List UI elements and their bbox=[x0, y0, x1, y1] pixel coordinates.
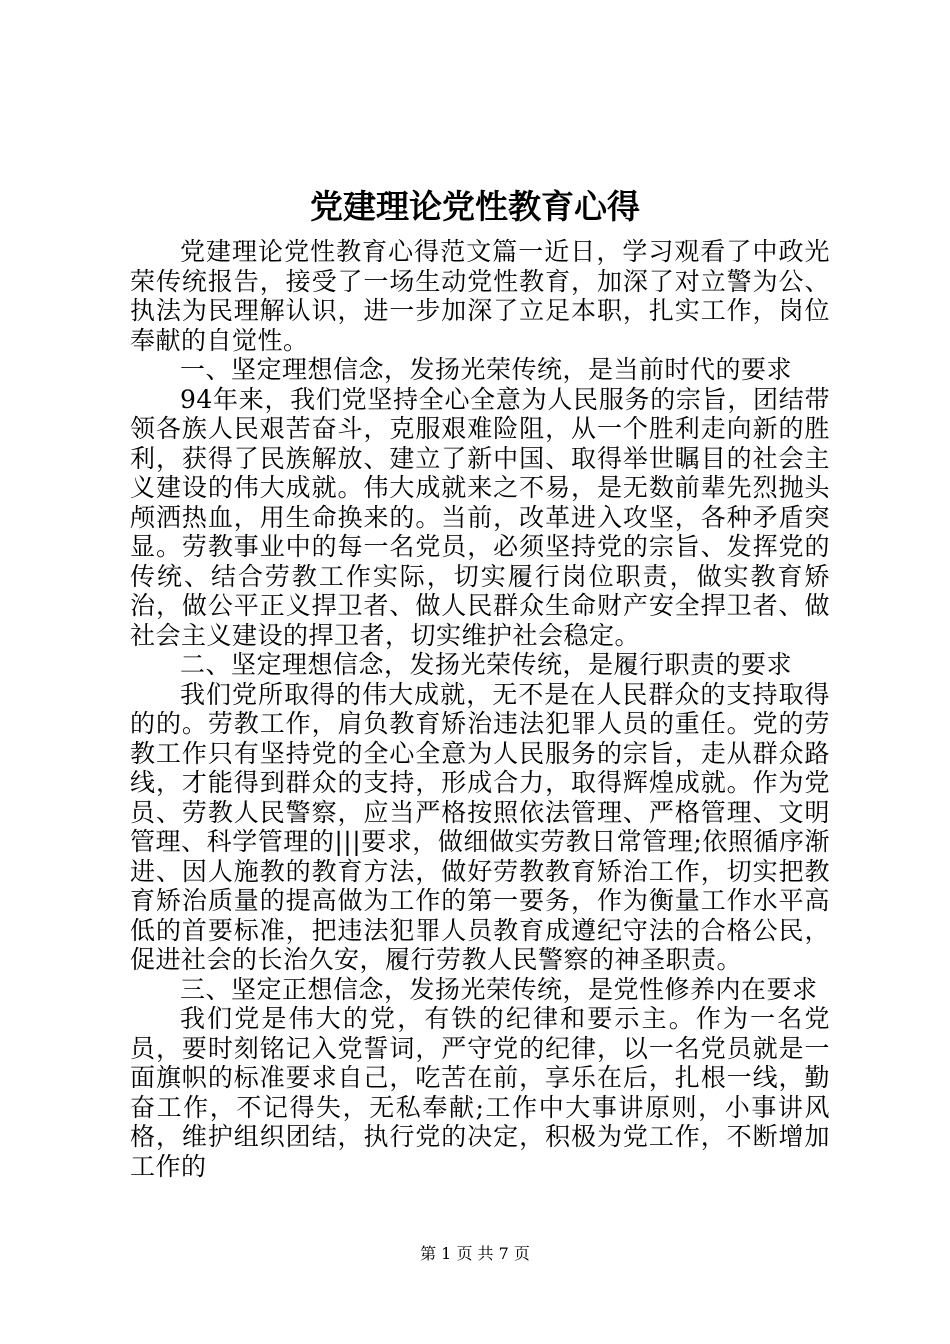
section-heading-3: 三、坚定正想信念，发扬光荣传统，是党性修养内在要求 bbox=[180, 974, 818, 1004]
paragraph-intro: 党建理论党性教育心得范文篇一近日，学习观看了中政光荣传统报告，接受了一场生动党性教育，加深了对立警为公、执法为民理解认识，进一步加深了立足本职，扎实工作，岗位奉献的自觉性。 bbox=[130, 237, 830, 355]
document-title: 党建理论党性教育心得 bbox=[310, 187, 640, 226]
document-body bbox=[130, 237, 830, 1181]
paragraph-section-2: 我们党所取得的伟大成就，无不是在人民群众的支持取得的的。劳教工作，肩负教育矫治违法犯罪人员的重任。党的劳教工作只有坚持党的全心全意为人民服务的宗旨，走从群众路线，才能得到群众的支持，形成合力，取得辉煌成就。作为党员、劳教人民警察，应当严格按照依法管理、严格管理、文明管理、科学管理的|||要求，做细做实劳教日常管理;依照循序渐进、因人施教的教育方法，做好劳教教育矫治工作，切实把教育矫治质量的提高做为工作的第一要务，作为衡量工作水平高低的首要标准，把违法犯罪人员教育成遵纪守法的合格公民，促进社会的长治久安，履行劳教人民警察的神圣职责。 bbox=[130, 679, 830, 974]
page-number-footer: 第 1 页 共 7 页 bbox=[420, 1244, 530, 1263]
section-heading-2: 二、坚定理想信念，发扬光荣传统，是履行职责的要求 bbox=[180, 650, 793, 679]
paragraph-section-3: 我们党是伟大的党，有铁的纪律和要示主。作为一名党员，要时刻铭记入党誓词，严守党的纪律，以一名党员就是一面旗帜的标准要求自己，吃苦在前，享乐在后，扎根一线，勤奋工作，不记得失，无私奉献;工作中大事讲原则，小事讲风格，维护组织团结，执行党的决定，积极为党工作，不断增加工作的 bbox=[130, 1004, 830, 1181]
section-heading-1: 一、坚定理想信念，发扬光荣传统，是当前时代的要求 bbox=[180, 355, 793, 384]
paragraph-section-1: 94年来，我们党坚持全心全意为人民服务的宗旨，团结带领各族人民艰苦奋斗，克服艰难险阻，从一个胜利走向新的胜利，获得了民族解放、建立了新中国、取得举世瞩目的社会主义建设的伟大成就。伟大成就来之不易，是无数前辈先烈抛头颅洒热血，用生命换来的。当前，改革进入攻坚，各种矛盾突显。劳教事业中的每一名党员，必须坚持党的宗旨、发挥党的传统、结合劳教工作实际，切实履行岗位职责，做实教育矫治，做公平正义捍卫者、做人民群众生命财产安全捍卫者、做社会主义建设的捍卫者，切实维护社会稳定。 bbox=[130, 384, 830, 650]
